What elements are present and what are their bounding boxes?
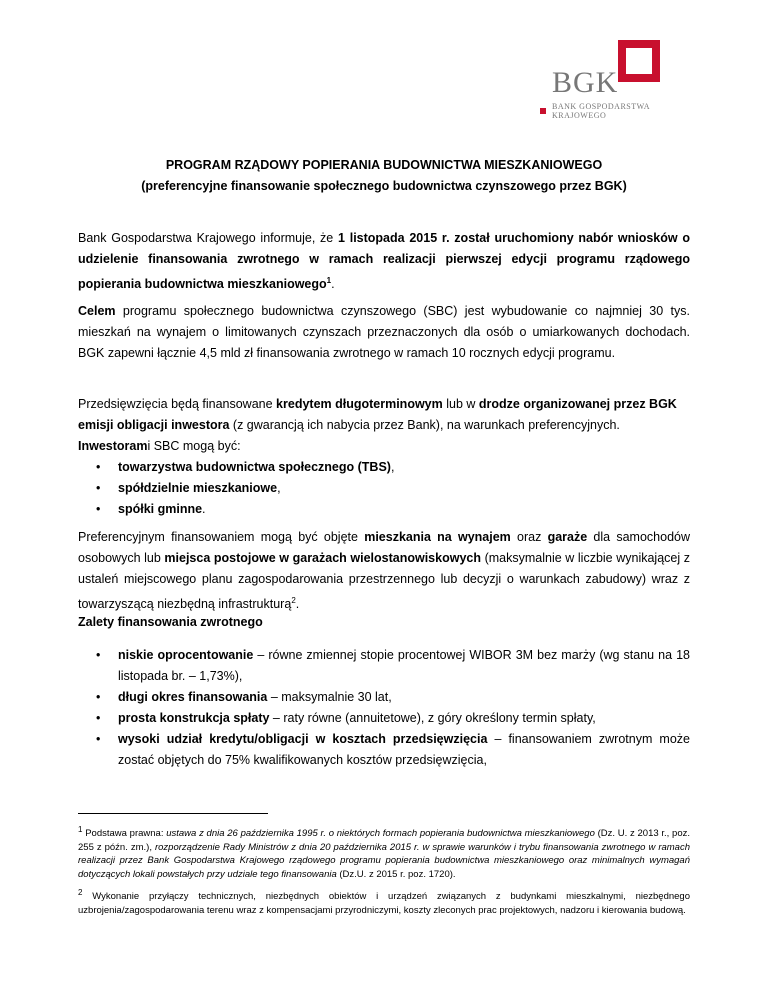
footnote-divider xyxy=(78,813,268,814)
intro-bold: 1 listopada 2015 r. został uruchomiony nabór wniosków o udzielenie finansowania zwrotnego w ramach realizacji pierwszej edycji programu rządowego popierania budownictwa mieszkaniowego xyxy=(78,231,690,292)
financing-bold-1: kredytem długoterminowym xyxy=(276,397,443,411)
bullet-icon: • xyxy=(96,711,101,725)
financing-text-1: Przedsięwzięcia będą finansowane xyxy=(78,397,277,411)
investors-bold: Inwestoram xyxy=(78,439,148,453)
list-item: • wysoki udział kredytu/obligacji w kosztach przedsięwzięcia – finansowaniem zwrotnym może zostać objętych do 75% kwalifikowanych kosztów przedsięwzięcia, xyxy=(96,729,690,771)
bullet-icon: • xyxy=(96,690,101,704)
bullet-icon: • xyxy=(96,481,101,495)
bullet-icon: • xyxy=(96,648,101,662)
bgk-logo xyxy=(552,40,692,120)
page-subtitle: (preferencyjne finansowanie społecznego budownictwa czynszowego przez BGK) xyxy=(141,179,627,193)
advantages-list xyxy=(96,645,690,771)
goal-bold: Celem xyxy=(78,304,116,318)
list-item: • spółki gminne. xyxy=(96,499,690,520)
bullet-icon: • xyxy=(96,502,101,516)
list-item: • długi okres finansowania – maksymalnie 30 lat, xyxy=(96,687,690,708)
logo-line1: BANK GOSPODARSTWA xyxy=(552,102,651,111)
bullet-icon: • xyxy=(96,460,101,474)
list-item: • spółdzielnie mieszkaniowe, xyxy=(96,478,690,499)
intro-text: Bank Gospodarstwa Krajowego informuje, że xyxy=(78,231,339,245)
investors-list xyxy=(96,457,690,520)
logo-abbrev: BGK xyxy=(552,66,619,99)
financing-text-3: (z gwarancją ich nabycia przez Bank), na warunkach preferencyjnych. xyxy=(229,418,620,432)
preferential-paragraph: Preferencyjnym finansowaniem mogą być objęte mieszkania na wynajem oraz garaże dla samochodów osobowych lub miejsca postojowe w garażach wielostanowiskowych (maksymalnie w liczbie wynikającej z ustaleń miejscowego planu zagospodarowania przestrzennego lub decyzji o warunkach zabudowy) wraz z towarzyszącą niezbędną infrastrukturą$^2$. xyxy=(78,530,690,612)
goal-text: programu społecznego budownictwa czynszowego (SBC) jest wybudowanie co najmniej 30 tys. mieszkań na wynajem o limitowanych czynszach przeznaczonych dla osób o umiarkowanych dochodach. BGK zapewni łącznie 4,5 mld zł finansowania zwrotnego w ramach 10 rocznych edycji programu. xyxy=(78,304,690,360)
logo-fullname xyxy=(552,102,650,120)
intro-end: . xyxy=(331,277,335,292)
financing-text-2: lub w xyxy=(442,397,479,411)
intro-paragraph xyxy=(78,228,690,295)
page-title: PROGRAM RZĄDOWY POPIERANIA BUDOWNICTWA MIESZKANIOWEGO xyxy=(165,158,603,172)
investors-intro xyxy=(78,436,718,457)
investors-text: i SBC mogą być: xyxy=(147,439,241,453)
footnote-ref-1: 1 xyxy=(326,276,332,285)
list-item: • niskie oprocentowanie – równe zmiennej stopie procentowej WIBOR 3M bez marży (wg stanu na 18 listopada br. – 1,73%), xyxy=(96,645,690,687)
list-item: • towarzystwa budownictwa społecznego (TBS), xyxy=(96,457,690,478)
list-item: • prosta konstrukcja spłaty – raty równe (annuitetowe), z góry określony termin spłaty, xyxy=(96,708,690,729)
financing-paragraph xyxy=(78,394,690,436)
logo-line2: KRAJOWEGO xyxy=(552,111,607,120)
advantages-heading: Zalety finansowania zwrotnego xyxy=(78,615,263,629)
logo-red-dot xyxy=(540,108,546,114)
goal-paragraph xyxy=(78,301,690,364)
footnote-ref-2: 2 xyxy=(291,596,296,605)
financing-bold-2: drodze organizowanej przez BGK emisji obligacji inwestora xyxy=(78,397,677,432)
logo-red-square xyxy=(618,40,660,82)
footnote-2: $^2$ Wykonanie przyłączy technicznych, niezbędnych obiektów i urządzeń związanych z budynkami mieszkalnymi, niezbędnego uzbrojenia/zagospodarowania terenu wraz z kompensacjami przyrodniczymi, koszty zleconych prac projektowych, nadzoru i kierowania budową. xyxy=(78,888,690,916)
bullet-icon: • xyxy=(96,732,101,746)
footnote-1: $^1$ Podstawa prawna: ustawa z dnia 26 października 1995 r. o niektórych formach popierania budownictwa mieszkaniowego (Dz. U. z 2013 r., poz. 255 z późn. zm.), rozporządzenie Rady Ministrów z dnia 20 października 2015 r. w sprawie warunków i trybu finansowania zwrotnego w ramach realizacji przez Bank Gospodarstwa Krajowego rządowego programu popierania budownictwa mieszkaniowego oraz minimalnych wymagań dotyczących lokali powstałych przy udziale tego finansowania (Dz.U. z 2015 r. poz. 1720). xyxy=(78,825,691,880)
